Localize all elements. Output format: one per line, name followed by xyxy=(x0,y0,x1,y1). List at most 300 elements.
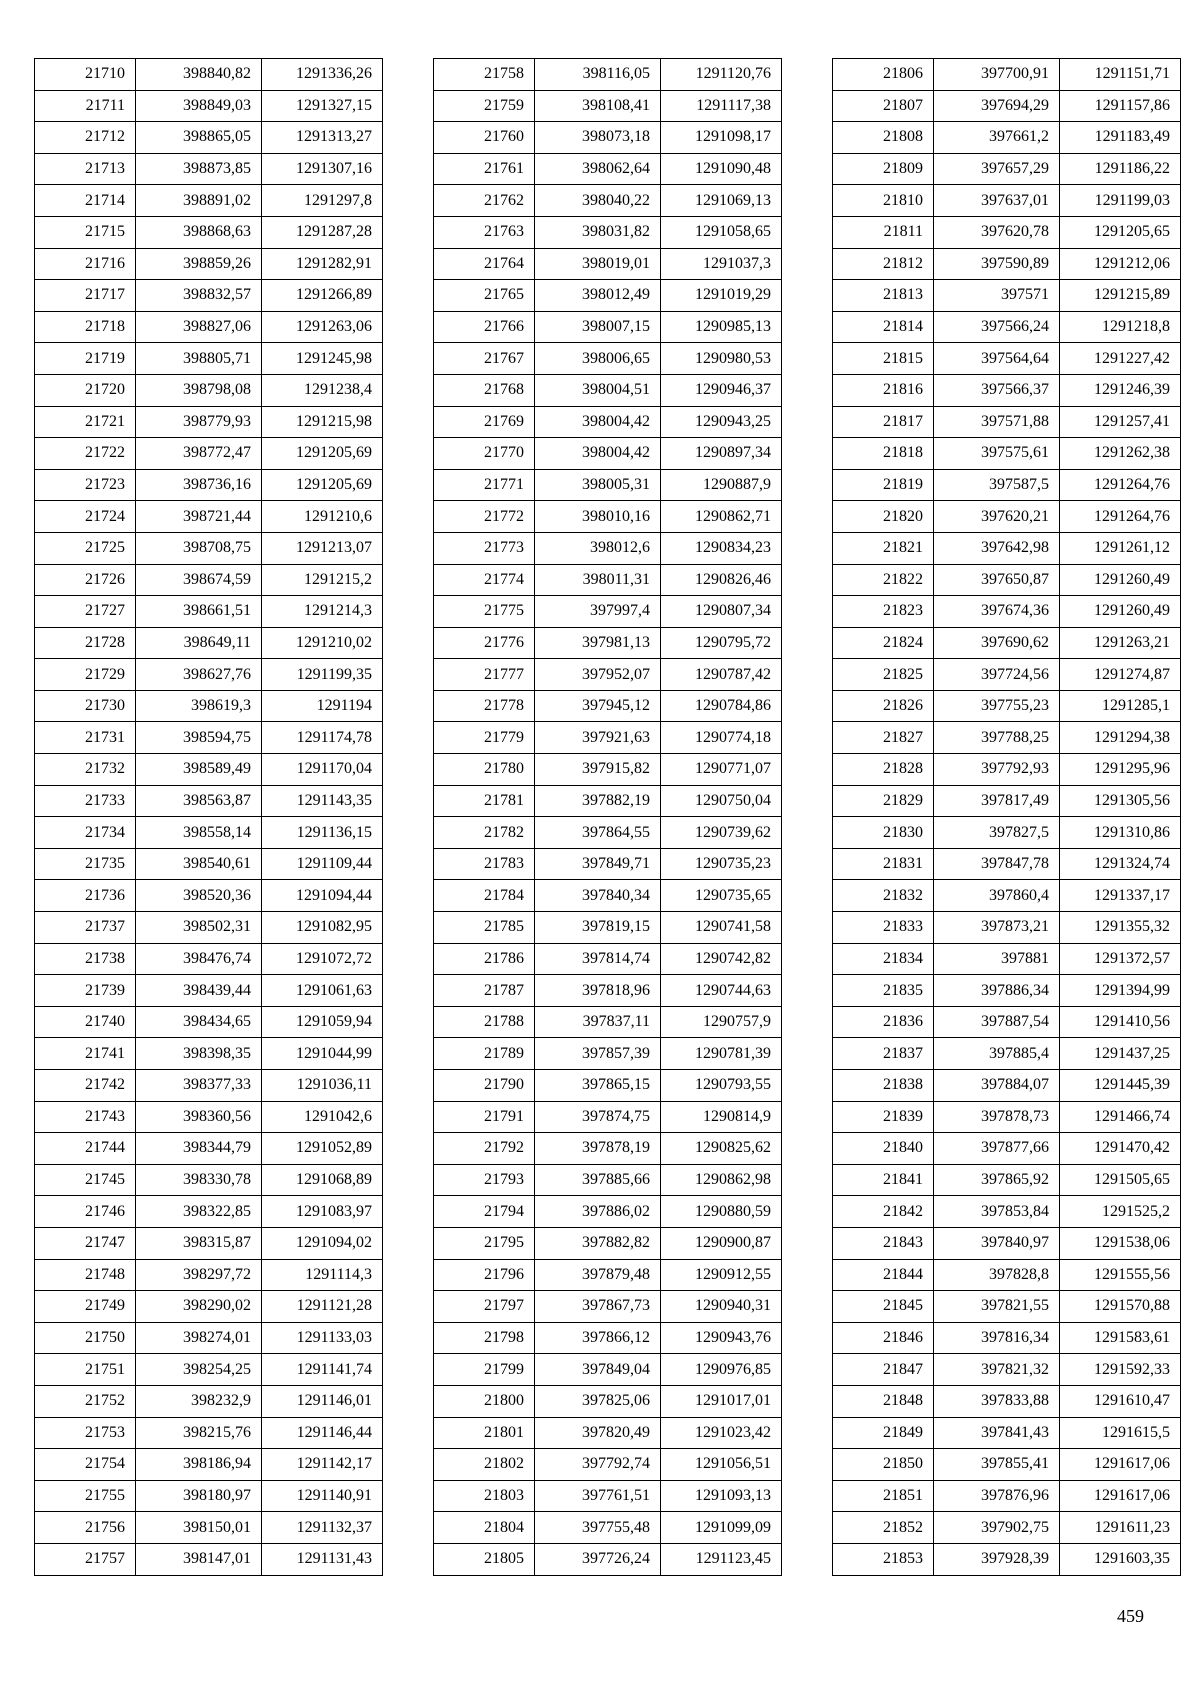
table-row xyxy=(833,785,1181,817)
point-number-cell: 21796 xyxy=(434,1259,535,1291)
table-row xyxy=(833,438,1181,470)
table-row xyxy=(833,1480,1181,1512)
y-coordinate-cell: 1291355,32 xyxy=(1060,912,1181,944)
y-coordinate-cell: 1291082,95 xyxy=(262,912,383,944)
y-coordinate-cell: 1291538,06 xyxy=(1060,1227,1181,1259)
x-coordinate-cell: 397814,74 xyxy=(535,943,661,975)
point-number-cell: 21765 xyxy=(434,280,535,312)
y-coordinate-cell: 1291285,1 xyxy=(1060,690,1181,722)
table-row xyxy=(833,469,1181,501)
table-row xyxy=(35,975,383,1007)
point-number-cell: 21736 xyxy=(35,880,136,912)
y-coordinate-cell: 1290826,46 xyxy=(661,564,782,596)
x-coordinate-cell: 397833,88 xyxy=(934,1385,1060,1417)
x-coordinate-cell: 397882,82 xyxy=(535,1227,661,1259)
table-row xyxy=(833,817,1181,849)
x-coordinate-cell: 397726,24 xyxy=(535,1543,661,1575)
x-coordinate-cell: 397690,62 xyxy=(934,627,1060,659)
table-row xyxy=(35,1322,383,1354)
point-number-cell: 21722 xyxy=(35,438,136,470)
y-coordinate-cell: 1291136,15 xyxy=(262,817,383,849)
x-coordinate-cell: 397825,06 xyxy=(535,1385,661,1417)
x-coordinate-cell: 397921,63 xyxy=(535,722,661,754)
point-number-cell: 21791 xyxy=(434,1101,535,1133)
table-row xyxy=(35,1038,383,1070)
y-coordinate-cell: 1291117,38 xyxy=(661,90,782,122)
table-row xyxy=(35,59,383,91)
y-coordinate-cell: 1291098,17 xyxy=(661,122,782,154)
x-coordinate-cell: 398322,85 xyxy=(136,1196,262,1228)
y-coordinate-cell: 1291061,63 xyxy=(262,975,383,1007)
y-coordinate-cell: 1291094,02 xyxy=(262,1227,383,1259)
table-row xyxy=(35,912,383,944)
y-coordinate-cell: 1291072,72 xyxy=(262,943,383,975)
table-row xyxy=(434,1164,782,1196)
point-number-cell: 21776 xyxy=(434,627,535,659)
point-number-cell: 21749 xyxy=(35,1291,136,1323)
x-coordinate-cell: 397657,29 xyxy=(934,153,1060,185)
point-number-cell: 21802 xyxy=(434,1449,535,1481)
point-number-cell: 21759 xyxy=(434,90,535,122)
x-coordinate-cell: 397945,12 xyxy=(535,690,661,722)
table-row xyxy=(833,1322,1181,1354)
table-row xyxy=(434,90,782,122)
x-coordinate-cell: 397571 xyxy=(934,280,1060,312)
x-coordinate-cell: 397885,66 xyxy=(535,1164,661,1196)
table-row xyxy=(35,374,383,406)
point-number-cell: 21772 xyxy=(434,501,535,533)
y-coordinate-cell: 1291611,23 xyxy=(1060,1512,1181,1544)
x-coordinate-cell: 398558,14 xyxy=(136,817,262,849)
point-number-cell: 21846 xyxy=(833,1322,934,1354)
y-coordinate-cell: 1290897,34 xyxy=(661,438,782,470)
x-coordinate-cell: 397575,61 xyxy=(934,438,1060,470)
point-number-cell: 21761 xyxy=(434,153,535,185)
table-row xyxy=(434,248,782,280)
x-coordinate-cell: 398004,42 xyxy=(535,406,661,438)
point-number-cell: 21774 xyxy=(434,564,535,596)
point-number-cell: 21739 xyxy=(35,975,136,1007)
y-coordinate-cell: 1291218,8 xyxy=(1060,311,1181,343)
point-number-cell: 21815 xyxy=(833,343,934,375)
y-coordinate-cell: 1290787,42 xyxy=(661,659,782,691)
x-coordinate-cell: 398006,65 xyxy=(535,343,661,375)
table-row xyxy=(833,185,1181,217)
table-row xyxy=(434,1385,782,1417)
table-row xyxy=(833,1196,1181,1228)
point-number-cell: 21826 xyxy=(833,690,934,722)
y-coordinate-cell: 1291183,49 xyxy=(1060,122,1181,154)
y-coordinate-cell: 1291210,02 xyxy=(262,627,383,659)
y-coordinate-cell: 1290741,58 xyxy=(661,912,782,944)
point-number-cell: 21717 xyxy=(35,280,136,312)
point-number-cell: 21805 xyxy=(434,1543,535,1575)
point-number-cell: 21847 xyxy=(833,1354,934,1386)
x-coordinate-cell: 397840,34 xyxy=(535,880,661,912)
table-row xyxy=(833,659,1181,691)
y-coordinate-cell: 1291044,99 xyxy=(262,1038,383,1070)
x-coordinate-cell: 397884,07 xyxy=(934,1070,1060,1102)
y-coordinate-cell: 1290825,62 xyxy=(661,1133,782,1165)
table-row xyxy=(833,848,1181,880)
x-coordinate-cell: 397755,48 xyxy=(535,1512,661,1544)
table-row xyxy=(434,1480,782,1512)
point-number-cell: 21767 xyxy=(434,343,535,375)
point-number-cell: 21762 xyxy=(434,185,535,217)
point-number-cell: 21742 xyxy=(35,1070,136,1102)
y-coordinate-cell: 1291215,98 xyxy=(262,406,383,438)
x-coordinate-cell: 397821,32 xyxy=(934,1354,1060,1386)
point-number-cell: 21738 xyxy=(35,943,136,975)
table-row xyxy=(833,532,1181,564)
y-coordinate-cell: 1291205,65 xyxy=(1060,216,1181,248)
y-coordinate-cell: 1291310,86 xyxy=(1060,817,1181,849)
coordinate-table-3 xyxy=(832,58,1181,1576)
point-number-cell: 21724 xyxy=(35,501,136,533)
y-coordinate-cell: 1291052,89 xyxy=(262,1133,383,1165)
point-number-cell: 21798 xyxy=(434,1322,535,1354)
y-coordinate-cell: 1290795,72 xyxy=(661,627,782,659)
point-number-cell: 21852 xyxy=(833,1512,934,1544)
point-number-cell: 21771 xyxy=(434,469,535,501)
y-coordinate-cell: 1291133,03 xyxy=(262,1322,383,1354)
point-number-cell: 21848 xyxy=(833,1385,934,1417)
point-number-cell: 21786 xyxy=(434,943,535,975)
y-coordinate-cell: 1291023,42 xyxy=(661,1417,782,1449)
x-coordinate-cell: 398150,01 xyxy=(136,1512,262,1544)
point-number-cell: 21720 xyxy=(35,374,136,406)
table-row xyxy=(434,722,782,754)
table-row xyxy=(434,501,782,533)
point-number-cell: 21834 xyxy=(833,943,934,975)
x-coordinate-cell: 398147,01 xyxy=(136,1543,262,1575)
x-coordinate-cell: 397867,73 xyxy=(535,1291,661,1323)
x-coordinate-cell: 397878,19 xyxy=(535,1133,661,1165)
y-coordinate-cell: 1291262,38 xyxy=(1060,438,1181,470)
table-row xyxy=(35,406,383,438)
table-row xyxy=(35,1512,383,1544)
x-coordinate-cell: 397564,64 xyxy=(934,343,1060,375)
point-number-cell: 21782 xyxy=(434,817,535,849)
y-coordinate-cell: 1290784,86 xyxy=(661,690,782,722)
y-coordinate-cell: 1291090,48 xyxy=(661,153,782,185)
x-coordinate-cell: 398721,44 xyxy=(136,501,262,533)
x-coordinate-cell: 398619,3 xyxy=(136,690,262,722)
point-number-cell: 21813 xyxy=(833,280,934,312)
y-coordinate-cell: 1291615,5 xyxy=(1060,1417,1181,1449)
point-number-cell: 21753 xyxy=(35,1417,136,1449)
y-coordinate-cell: 1291146,44 xyxy=(262,1417,383,1449)
x-coordinate-cell: 398012,49 xyxy=(535,280,661,312)
table-row xyxy=(35,532,383,564)
table-row xyxy=(35,1227,383,1259)
table-row xyxy=(833,1038,1181,1070)
table-row xyxy=(833,722,1181,754)
table-row xyxy=(434,532,782,564)
x-coordinate-cell: 398377,33 xyxy=(136,1070,262,1102)
y-coordinate-cell: 1291470,42 xyxy=(1060,1133,1181,1165)
y-coordinate-cell: 1291245,98 xyxy=(262,343,383,375)
table-row xyxy=(434,1512,782,1544)
y-coordinate-cell: 1290985,13 xyxy=(661,311,782,343)
table-row xyxy=(434,1133,782,1165)
y-coordinate-cell: 1291068,89 xyxy=(262,1164,383,1196)
y-coordinate-cell: 1291186,22 xyxy=(1060,153,1181,185)
x-coordinate-cell: 398434,65 xyxy=(136,1006,262,1038)
point-number-cell: 21828 xyxy=(833,754,934,786)
point-number-cell: 21837 xyxy=(833,1038,934,1070)
point-number-cell: 21779 xyxy=(434,722,535,754)
point-number-cell: 21754 xyxy=(35,1449,136,1481)
point-number-cell: 21833 xyxy=(833,912,934,944)
point-number-cell: 21737 xyxy=(35,912,136,944)
table-row xyxy=(35,1385,383,1417)
point-number-cell: 21801 xyxy=(434,1417,535,1449)
x-coordinate-cell: 398010,16 xyxy=(535,501,661,533)
table-row xyxy=(35,248,383,280)
point-number-cell: 21714 xyxy=(35,185,136,217)
point-number-cell: 21844 xyxy=(833,1259,934,1291)
y-coordinate-cell: 1291372,57 xyxy=(1060,943,1181,975)
point-number-cell: 21726 xyxy=(35,564,136,596)
table-row xyxy=(35,627,383,659)
table-row xyxy=(833,690,1181,722)
y-coordinate-cell: 1291132,37 xyxy=(262,1512,383,1544)
x-coordinate-cell: 397847,78 xyxy=(934,848,1060,880)
y-coordinate-cell: 1291307,16 xyxy=(262,153,383,185)
table-row xyxy=(833,311,1181,343)
table-row xyxy=(833,1449,1181,1481)
table-row xyxy=(35,153,383,185)
y-coordinate-cell: 1291141,74 xyxy=(262,1354,383,1386)
y-coordinate-cell: 1290980,53 xyxy=(661,343,782,375)
x-coordinate-cell: 398330,78 xyxy=(136,1164,262,1196)
x-coordinate-cell: 398040,22 xyxy=(535,185,661,217)
y-coordinate-cell: 1291505,65 xyxy=(1060,1164,1181,1196)
point-number-cell: 21732 xyxy=(35,754,136,786)
point-number-cell: 21808 xyxy=(833,122,934,154)
x-coordinate-cell: 397761,51 xyxy=(535,1480,661,1512)
point-number-cell: 21853 xyxy=(833,1543,934,1575)
table-row xyxy=(434,1227,782,1259)
y-coordinate-cell: 1291603,35 xyxy=(1060,1543,1181,1575)
x-coordinate-cell: 398290,02 xyxy=(136,1291,262,1323)
x-coordinate-cell: 397874,75 xyxy=(535,1101,661,1133)
table-row xyxy=(434,690,782,722)
x-coordinate-cell: 398012,6 xyxy=(535,532,661,564)
point-number-cell: 21733 xyxy=(35,785,136,817)
y-coordinate-cell: 1291199,03 xyxy=(1060,185,1181,217)
point-number-cell: 21812 xyxy=(833,248,934,280)
y-coordinate-cell: 1291337,17 xyxy=(1060,880,1181,912)
y-coordinate-cell: 1291617,06 xyxy=(1060,1449,1181,1481)
point-number-cell: 21832 xyxy=(833,880,934,912)
x-coordinate-cell: 398215,76 xyxy=(136,1417,262,1449)
x-coordinate-cell: 397642,98 xyxy=(934,532,1060,564)
x-coordinate-cell: 398116,05 xyxy=(535,59,661,91)
table-row xyxy=(434,122,782,154)
table-row xyxy=(833,1354,1181,1386)
table-row xyxy=(833,59,1181,91)
y-coordinate-cell: 1291142,17 xyxy=(262,1449,383,1481)
x-coordinate-cell: 397817,49 xyxy=(934,785,1060,817)
y-coordinate-cell: 1291214,3 xyxy=(262,596,383,628)
point-number-cell: 21741 xyxy=(35,1038,136,1070)
y-coordinate-cell: 1291294,38 xyxy=(1060,722,1181,754)
x-coordinate-cell: 398073,18 xyxy=(535,122,661,154)
x-coordinate-cell: 397915,82 xyxy=(535,754,661,786)
x-coordinate-cell: 397864,55 xyxy=(535,817,661,849)
x-coordinate-cell: 397788,25 xyxy=(934,722,1060,754)
y-coordinate-cell: 1291282,91 xyxy=(262,248,383,280)
x-coordinate-cell: 398772,47 xyxy=(136,438,262,470)
point-number-cell: 21816 xyxy=(833,374,934,406)
y-coordinate-cell: 1291274,87 xyxy=(1060,659,1181,691)
y-coordinate-cell: 1291042,6 xyxy=(262,1101,383,1133)
y-coordinate-cell: 1290862,98 xyxy=(661,1164,782,1196)
x-coordinate-cell: 397928,39 xyxy=(934,1543,1060,1575)
table-row xyxy=(434,912,782,944)
y-coordinate-cell: 1291205,69 xyxy=(262,438,383,470)
point-number-cell: 21840 xyxy=(833,1133,934,1165)
y-coordinate-cell: 1291121,28 xyxy=(262,1291,383,1323)
point-number-cell: 21820 xyxy=(833,501,934,533)
table-row xyxy=(434,59,782,91)
table-row xyxy=(434,1196,782,1228)
x-coordinate-cell: 398868,63 xyxy=(136,216,262,248)
table-row xyxy=(35,1480,383,1512)
y-coordinate-cell: 1291394,99 xyxy=(1060,975,1181,1007)
table-row xyxy=(833,975,1181,1007)
point-number-cell: 21814 xyxy=(833,311,934,343)
table-row xyxy=(434,817,782,849)
point-number-cell: 21829 xyxy=(833,785,934,817)
table-row xyxy=(434,343,782,375)
x-coordinate-cell: 398805,71 xyxy=(136,343,262,375)
point-number-cell: 21745 xyxy=(35,1164,136,1196)
point-number-cell: 21851 xyxy=(833,1480,934,1512)
y-coordinate-cell: 1291019,29 xyxy=(661,280,782,312)
x-coordinate-cell: 398108,41 xyxy=(535,90,661,122)
point-number-cell: 21817 xyxy=(833,406,934,438)
x-coordinate-cell: 398779,93 xyxy=(136,406,262,438)
table-row xyxy=(35,880,383,912)
y-coordinate-cell: 1291445,39 xyxy=(1060,1070,1181,1102)
point-number-cell: 21794 xyxy=(434,1196,535,1228)
x-coordinate-cell: 397902,75 xyxy=(934,1512,1060,1544)
x-coordinate-cell: 397981,13 xyxy=(535,627,661,659)
table-row xyxy=(434,596,782,628)
x-coordinate-cell: 397873,21 xyxy=(934,912,1060,944)
x-coordinate-cell: 398840,82 xyxy=(136,59,262,91)
x-coordinate-cell: 397724,56 xyxy=(934,659,1060,691)
table-row xyxy=(833,1006,1181,1038)
x-coordinate-cell: 397840,97 xyxy=(934,1227,1060,1259)
point-number-cell: 21728 xyxy=(35,627,136,659)
y-coordinate-cell: 1290900,87 xyxy=(661,1227,782,1259)
point-number-cell: 21793 xyxy=(434,1164,535,1196)
point-number-cell: 21822 xyxy=(833,564,934,596)
point-number-cell: 21711 xyxy=(35,90,136,122)
y-coordinate-cell: 1291227,42 xyxy=(1060,343,1181,375)
y-coordinate-cell: 1291260,49 xyxy=(1060,596,1181,628)
x-coordinate-cell: 397849,71 xyxy=(535,848,661,880)
x-coordinate-cell: 397860,4 xyxy=(934,880,1060,912)
point-number-cell: 21770 xyxy=(434,438,535,470)
point-number-cell: 21743 xyxy=(35,1101,136,1133)
x-coordinate-cell: 397674,36 xyxy=(934,596,1060,628)
point-number-cell: 21778 xyxy=(434,690,535,722)
table-row xyxy=(35,1196,383,1228)
y-coordinate-cell: 1291131,43 xyxy=(262,1543,383,1575)
point-number-cell: 21727 xyxy=(35,596,136,628)
point-number-cell: 21751 xyxy=(35,1354,136,1386)
x-coordinate-cell: 397878,73 xyxy=(934,1101,1060,1133)
y-coordinate-cell: 1290887,9 xyxy=(661,469,782,501)
y-coordinate-cell: 1290793,55 xyxy=(661,1070,782,1102)
y-coordinate-cell: 1291324,74 xyxy=(1060,848,1181,880)
x-coordinate-cell: 398315,87 xyxy=(136,1227,262,1259)
point-number-cell: 21760 xyxy=(434,122,535,154)
point-number-cell: 21721 xyxy=(35,406,136,438)
y-coordinate-cell: 1291264,76 xyxy=(1060,469,1181,501)
table-row xyxy=(35,596,383,628)
table-row xyxy=(35,754,383,786)
x-coordinate-cell: 397819,15 xyxy=(535,912,661,944)
x-coordinate-cell: 398439,44 xyxy=(136,975,262,1007)
table-row xyxy=(35,1449,383,1481)
table-row xyxy=(35,1354,383,1386)
y-coordinate-cell: 1291583,61 xyxy=(1060,1322,1181,1354)
y-coordinate-cell: 1291151,71 xyxy=(1060,59,1181,91)
table-row xyxy=(434,627,782,659)
x-coordinate-cell: 398031,82 xyxy=(535,216,661,248)
table-row xyxy=(35,1543,383,1575)
x-coordinate-cell: 398360,56 xyxy=(136,1101,262,1133)
y-coordinate-cell: 1290750,04 xyxy=(661,785,782,817)
y-coordinate-cell: 1291260,49 xyxy=(1060,564,1181,596)
point-number-cell: 21783 xyxy=(434,848,535,880)
table-row xyxy=(833,122,1181,154)
x-coordinate-cell: 398502,31 xyxy=(136,912,262,944)
x-coordinate-cell: 397821,55 xyxy=(934,1291,1060,1323)
x-coordinate-cell: 397855,41 xyxy=(934,1449,1060,1481)
coordinate-table-2 xyxy=(433,58,782,1576)
y-coordinate-cell: 1291123,45 xyxy=(661,1543,782,1575)
x-coordinate-cell: 397877,66 xyxy=(934,1133,1060,1165)
page-number: 459 xyxy=(1117,1606,1144,1626)
table-row xyxy=(833,216,1181,248)
y-coordinate-cell: 1291093,13 xyxy=(661,1480,782,1512)
point-number-cell: 21789 xyxy=(434,1038,535,1070)
table-row xyxy=(35,280,383,312)
table-row xyxy=(35,90,383,122)
y-coordinate-cell: 1291069,13 xyxy=(661,185,782,217)
y-coordinate-cell: 1290943,25 xyxy=(661,406,782,438)
y-coordinate-cell: 1291263,21 xyxy=(1060,627,1181,659)
y-coordinate-cell: 1291083,97 xyxy=(262,1196,383,1228)
y-coordinate-cell: 1291213,07 xyxy=(262,532,383,564)
x-coordinate-cell: 397837,11 xyxy=(535,1006,661,1038)
point-number-cell: 21842 xyxy=(833,1196,934,1228)
point-number-cell: 21823 xyxy=(833,596,934,628)
x-coordinate-cell: 398476,74 xyxy=(136,943,262,975)
point-number-cell: 21750 xyxy=(35,1322,136,1354)
x-coordinate-cell: 398019,01 xyxy=(535,248,661,280)
point-number-cell: 21729 xyxy=(35,659,136,691)
y-coordinate-cell: 1291617,06 xyxy=(1060,1480,1181,1512)
x-coordinate-cell: 398661,51 xyxy=(136,596,262,628)
